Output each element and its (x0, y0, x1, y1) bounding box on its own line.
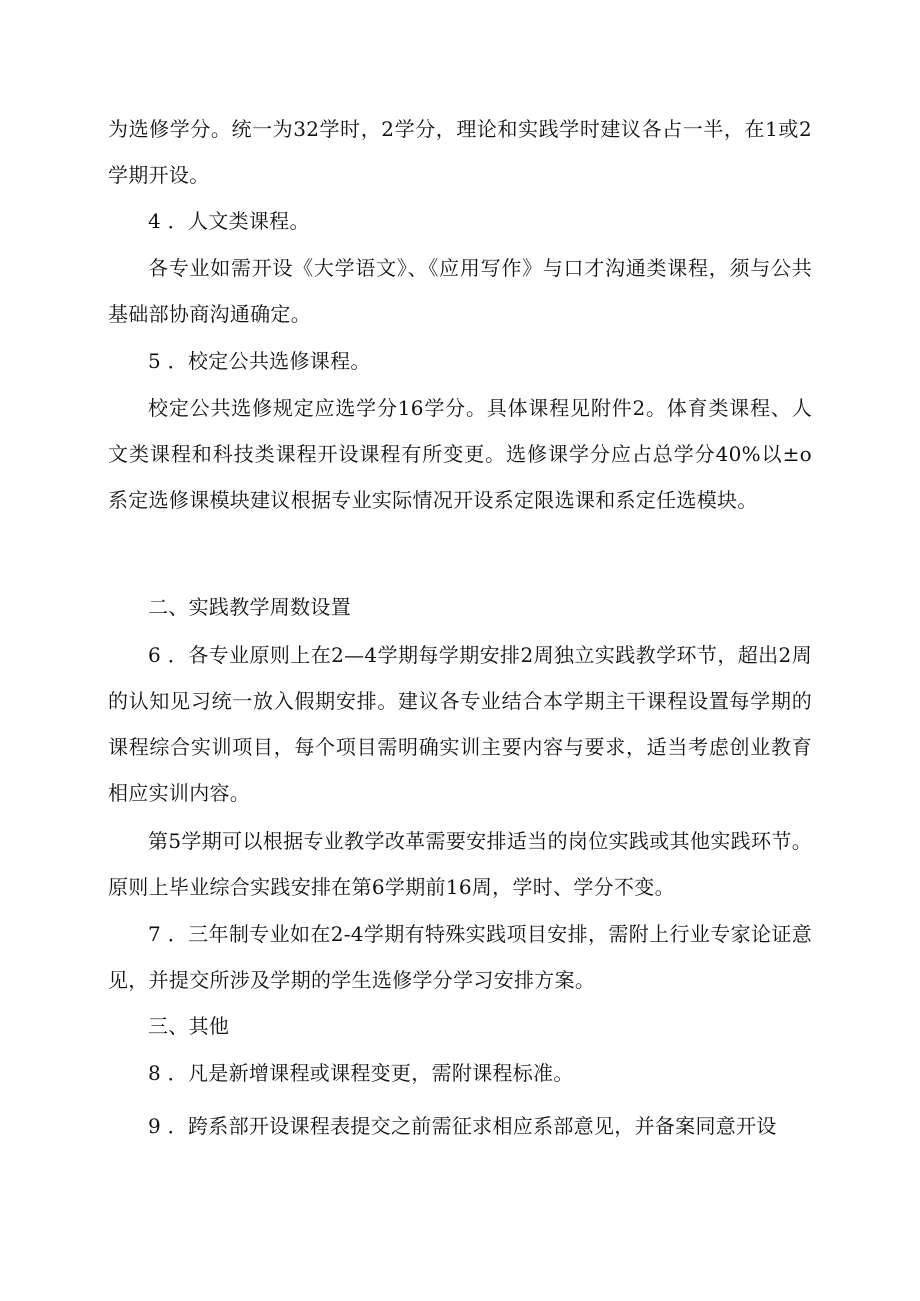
paragraph-practice-arrangement: 6 ．各专业原则上在2—4学期每学期安排2周独立实践教学环节，超出2周的认知见习统一放入假期安排。建议各专业结合本学期主干课程设置每学期的课程综合实训项目，每个项目需明确实训主要内容与要求，适当考虑创业教育相应实训内容。 (108, 643, 812, 805)
paragraph-cross-department: 9 ．跨系部开设课程表提交之前需征求相应系部意见，并备案同意开设 (148, 1114, 777, 1138)
paragraph-three-year-programs: 7 ．三年制专业如在2-4学期有特殊实践项目安排，需附上行业专家论证意见，并提交所涉及学期的学生选修学分学习安排方案。 (108, 922, 812, 992)
paragraph-elective-credits: 为选修学分。统一为32学时，2学分，理论和实践学时建议各占一半，在1或2学期开设。 (108, 117, 812, 187)
heading-humanities-courses: 4 ．人文类课程。 (148, 209, 310, 233)
paragraph-humanities-courses: 各专业如需开设《大学语文》、《应用写作》与口才沟通类课程，须与公共基础部协商沟通确定。 (108, 256, 812, 326)
paragraph-public-electives: 校定公共选修规定应选学分16学分。具体课程见附件2。体育类课程、人文类课程和科技类课程开设课程有所变更。选修课学分应占总学分40%以±o系定选修课模块建议根据专业实际情况开设系定限选课和系定任选模块。 (108, 396, 812, 512)
section-heading-others: 三、其他 (148, 1014, 230, 1038)
heading-public-electives: 5 ．校定公共选修课程。 (148, 349, 371, 373)
paragraph-new-courses: 8 ．凡是新增课程或课程变更，需附课程标准。 (148, 1061, 574, 1085)
section-heading-practice-weeks: 二、实践教学周数设置 (148, 595, 351, 619)
paragraph-fifth-semester: 第5学期可以根据专业教学改革需要安排适当的岗位实践或其他实践环节。原则上毕业综合实践安排在第6学期前16周，学时、学分不变。 (108, 829, 812, 899)
